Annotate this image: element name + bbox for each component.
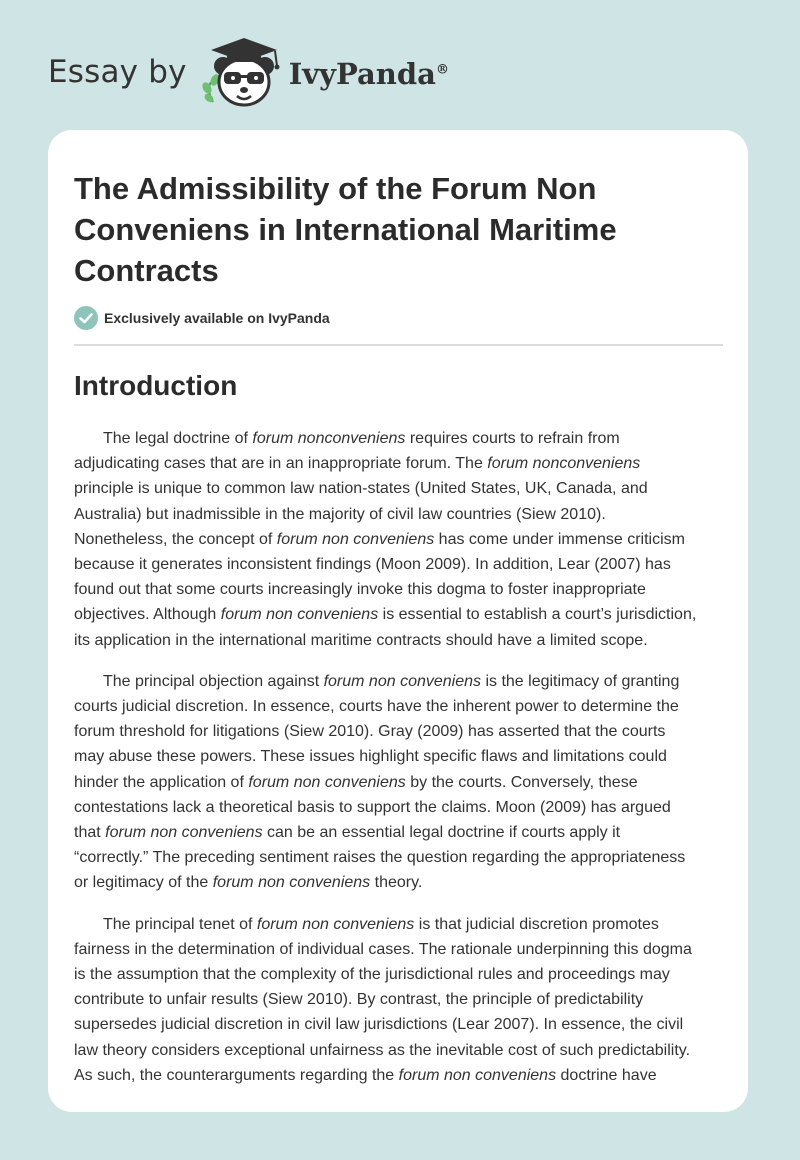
italic-term: forum non conveniens: [323, 672, 482, 690]
italic-term: forum non conveniens: [398, 1066, 557, 1084]
text-run: because it generates inconsistent findings (Moon 2009). In addition, Lear (2007) has: [74, 556, 671, 574]
text-run: adjudicating cases that are in an inappropriate forum. The: [74, 455, 488, 473]
exclusive-label: Exclusively available on IvyPanda: [104, 310, 330, 326]
text-run: supersedes judicial discretion in civil law jurisdictions (Lear 2007). In essence, the civil: [74, 1016, 684, 1034]
paragraph-line: [74, 426, 724, 451]
italic-term: forum non conveniens: [256, 915, 415, 933]
paragraph-line: [74, 1012, 724, 1037]
text-run: is the legitimacy of granting: [481, 672, 680, 690]
paragraph-line: [74, 577, 724, 602]
paragraph-line: [74, 744, 724, 769]
text-run: found out that some courts increasingly invoke this dogma to foster inappropriate: [74, 581, 646, 599]
text-run: hinder the application of: [74, 773, 249, 791]
paragraph-line: [74, 1038, 724, 1063]
text-run: may abuse these powers. These issues highlight specific flaws and limitations could: [74, 748, 667, 766]
italic-term: forum non conveniens: [220, 606, 379, 624]
paragraph-line: [74, 451, 724, 476]
italic-term: forum non conveniens: [248, 773, 406, 791]
paragraph-line: [74, 795, 724, 820]
text-run: Nonetheless, the concept of: [74, 530, 277, 548]
essay-by-label: Essay by: [48, 54, 187, 90]
text-run: its application in the international maritime contracts should have a limited scope.: [74, 631, 648, 649]
text-run: fairness in the determination of individual cases. The rationale underpinning this dogma: [74, 940, 692, 958]
text-run: As such, the counterarguments regarding the: [74, 1066, 399, 1084]
divider: [74, 344, 723, 346]
text-run: contribute to unfair results (Siew 2010). By contrast, the principle of predictability: [74, 991, 644, 1009]
paragraph-line: [74, 770, 724, 795]
paragraph: [74, 426, 724, 653]
essay-card: [48, 130, 748, 1112]
text-run: or legitimacy of the: [74, 874, 213, 892]
text-run: Australia) but inadmissible in the majority of civil law countries (Siew 2010).: [74, 505, 606, 523]
text-run: forum threshold for litigations (Siew 2010). Gray (2009) has asserted that the courts: [74, 723, 666, 741]
paragraph-line: [74, 870, 724, 895]
paragraph-line: [74, 1063, 724, 1088]
text-run: law theory considers exceptional unfairness as the inevitable cost of such predictability.: [74, 1041, 691, 1059]
text-run: has come under immense criticism: [434, 530, 685, 548]
panda-mascot-icon: [199, 36, 285, 108]
check-circle-icon: [74, 306, 98, 330]
brand-name: IvyPanda®: [288, 57, 449, 91]
exclusive-badge: [74, 306, 330, 330]
italic-term: forum nonconveniens: [252, 430, 406, 447]
text-run: can be an essential legal doctrine if courts apply it: [262, 824, 621, 842]
paragraph-line: [74, 845, 724, 870]
essay-title: The Admissibility of the Forum Non Conveniens in International Maritime Contracts: [74, 171, 617, 288]
paragraph-line: [74, 820, 724, 845]
text-run: requires courts to refrain from: [405, 430, 620, 447]
text-run: theory.: [370, 874, 423, 892]
paragraph-line: [74, 502, 724, 527]
paragraph: [74, 912, 724, 1088]
text-run: contestations lack a theoretical basis to support the claims. Moon (2009) has argued: [74, 798, 671, 816]
paragraph-line: [74, 987, 724, 1012]
text-run: The principal tenet of: [103, 915, 257, 933]
text-run: is the assumption that the complexity of the jurisdictional rules and proceedings may: [74, 966, 670, 984]
text-run: objectives. Although: [74, 606, 221, 624]
site-logo[interactable]: [48, 36, 449, 108]
paragraph: [74, 669, 724, 896]
paragraph-line: [74, 962, 724, 987]
text-run: doctrine have: [556, 1066, 657, 1084]
text-run: is that judicial discretion promotes: [414, 915, 659, 933]
text-run: by the courts. Conversely, these: [405, 773, 638, 791]
paragraph-line: [74, 527, 724, 552]
italic-term: forum non conveniens: [276, 530, 435, 548]
text-run: courts judicial discretion. In essence, courts have the inherent power to determine the: [74, 698, 679, 716]
italic-term: forum non conveniens: [212, 874, 371, 892]
paragraph-line: [74, 694, 724, 719]
paragraph-line: [74, 719, 724, 744]
text-run: principle is unique to common law nation-states (United States, UK, Canada, and: [74, 480, 648, 498]
text-run: The legal doctrine of: [103, 430, 253, 447]
paragraph-line: [74, 669, 724, 694]
paragraph-line: [74, 602, 724, 627]
italic-term: forum non conveniens: [105, 824, 263, 842]
paragraph-line: [74, 937, 724, 962]
essay-body: [74, 426, 724, 1104]
text-run: is essential to establish a court’s jurisdiction,: [378, 606, 697, 624]
paragraph-line: [74, 476, 724, 501]
paragraph-line: [74, 912, 724, 937]
section-heading-introduction: Introduction: [74, 370, 238, 401]
text-run: that: [74, 824, 106, 842]
paragraph-line: [74, 628, 724, 653]
text-run: The principal objection against: [103, 672, 324, 690]
paragraph-line: [74, 552, 724, 577]
italic-term: forum nonconveniens: [487, 455, 641, 473]
text-run: “correctly.” The preceding sentiment raises the question regarding the appropriateness: [74, 849, 686, 867]
